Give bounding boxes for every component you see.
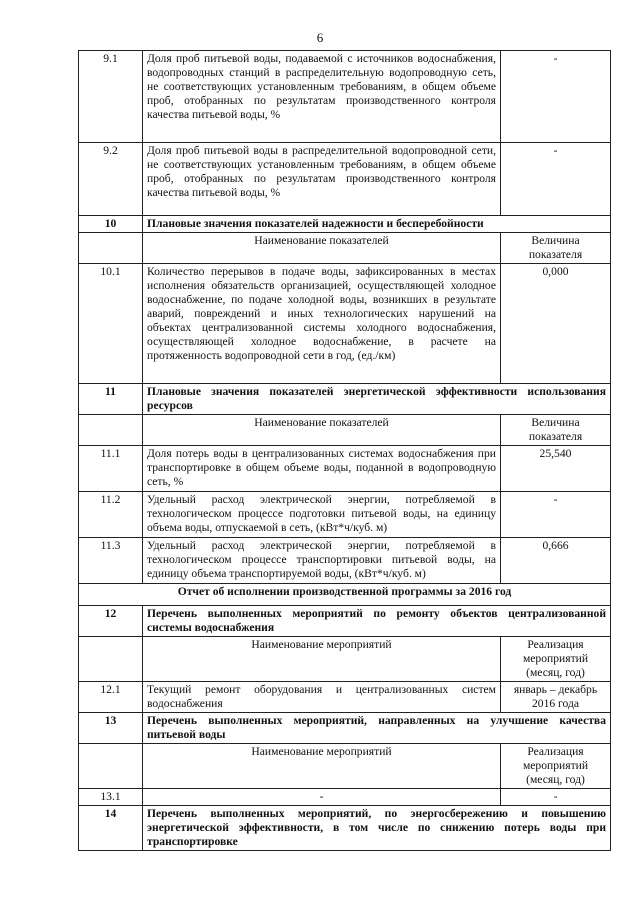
section-title: Плановые значения показателей надежности и бесперебойности [143,216,611,233]
column-header-value: Реализация мероприятий (месяц, год) [501,637,611,682]
row-description: Удельный расход электрической энергии, потребляемой в технологическом процессе транспортировки питьевой воды, на единицу объема транспортируемой воды, (кВт*ч/куб. м) [143,538,501,584]
row-value: январь – декабрь 2016 года [501,682,611,713]
row-description: Доля проб питьевой воды, подаваемой с источников водоснабжения, водопроводных станций в распределительную водопроводную сеть, не соответствующих установленным требованиям, в общем объеме проб, отобранных по результатам производственного контроля качества питьевой воды, % [143,51,501,143]
row-number: 10.1 [79,264,143,384]
row-value: - [501,492,611,538]
column-header-value: Величина показателя [501,415,611,446]
column-header-name: Наименование мероприятий [143,637,501,682]
table-row [79,51,611,143]
row-value: 0,000 [501,264,611,384]
section-row [79,806,611,851]
row-number: 9.2 [79,143,143,216]
table-row [79,789,611,806]
section-number: 10 [79,216,143,233]
table-row [79,446,611,492]
indicators-table [78,50,611,851]
section-row [79,606,611,637]
column-header-name: Наименование показателей [143,233,501,264]
section-title: Перечень выполненных мероприятий по ремонту объектов централизованной системы водоснабжения [143,606,611,637]
row-value: 25,540 [501,446,611,492]
row-number: 9.1 [79,51,143,143]
section-number: 11 [79,384,143,415]
table-row [79,492,611,538]
table-row [79,143,611,216]
report-title: Отчет об исполнении производственной программы за 2016 год [79,584,611,606]
row-description: Доля потерь воды в централизованных системах водоснабжения при транспортировке в общем объеме воды, поданной в водопроводную сеть, % [143,446,501,492]
section-title: Перечень выполненных мероприятий, направленных на улучшение качества питьевой воды [143,713,611,744]
section-number: 14 [79,806,143,851]
row-number: 11.1 [79,446,143,492]
row-description: - [143,789,501,806]
section-row [79,713,611,744]
header-row [79,744,611,789]
page-number: 6 [316,30,324,45]
row-value: - [501,51,611,143]
section-title: Плановые значения показателей энергетической эффективности использования ресурсов [143,384,611,415]
column-header-value: Реализация мероприятий (месяц, год) [501,744,611,789]
row-description: Доля проб питьевой воды в распределительной водопроводной сети, не соответствующих установленным требованиям, в общем объеме проб, отобранных по результатам производственного контроля качества питьевой воды, % [143,143,501,216]
column-header-name: Наименование мероприятий [143,744,501,789]
row-number: 11.3 [79,538,143,584]
row-value: 0,666 [501,538,611,584]
column-header-value: Величина показателя [501,233,611,264]
section-row [79,384,611,415]
header-row [79,637,611,682]
header-row [79,415,611,446]
row-number: 12.1 [79,682,143,713]
table-row [79,682,611,713]
report-row [79,584,611,606]
table-row [79,538,611,584]
section-number: 12 [79,606,143,637]
row-number: 11.2 [79,492,143,538]
row-value: - [501,789,611,806]
section-title: Перечень выполненных мероприятий, по энергосбережению и повышению энергетической эффективности, в том числе по снижению потерь воды при транспортировке [143,806,611,851]
table-row [79,264,611,384]
row-value: - [501,143,611,216]
row-description: Текущий ремонт оборудования и централизованных систем водоснабжения [143,682,501,713]
section-number: 13 [79,713,143,744]
header-row [79,233,611,264]
section-row [79,216,611,233]
row-number: 13.1 [79,789,143,806]
row-description: Количество перерывов в подаче воды, зафиксированных в местах исполнения обязательств организацией, осуществляющей холодное водоснабжение, по подаче холодной воды, возникших в результате аварий, повреждений и иных технологических нарушений на объектах централизованной системы холодного водоснабжения, осуществляющей холодное водоснабжение, в расчете на протяженность водопроводной сети в год, (ед./км) [143,264,501,384]
row-description: Удельный расход электрической энергии, потребляемой в технологическом процессе подготовки питьевой воды, на единицу объема воды, отпускаемой в сеть, (кВт*ч/куб. м) [143,492,501,538]
column-header-name: Наименование показателей [143,415,501,446]
